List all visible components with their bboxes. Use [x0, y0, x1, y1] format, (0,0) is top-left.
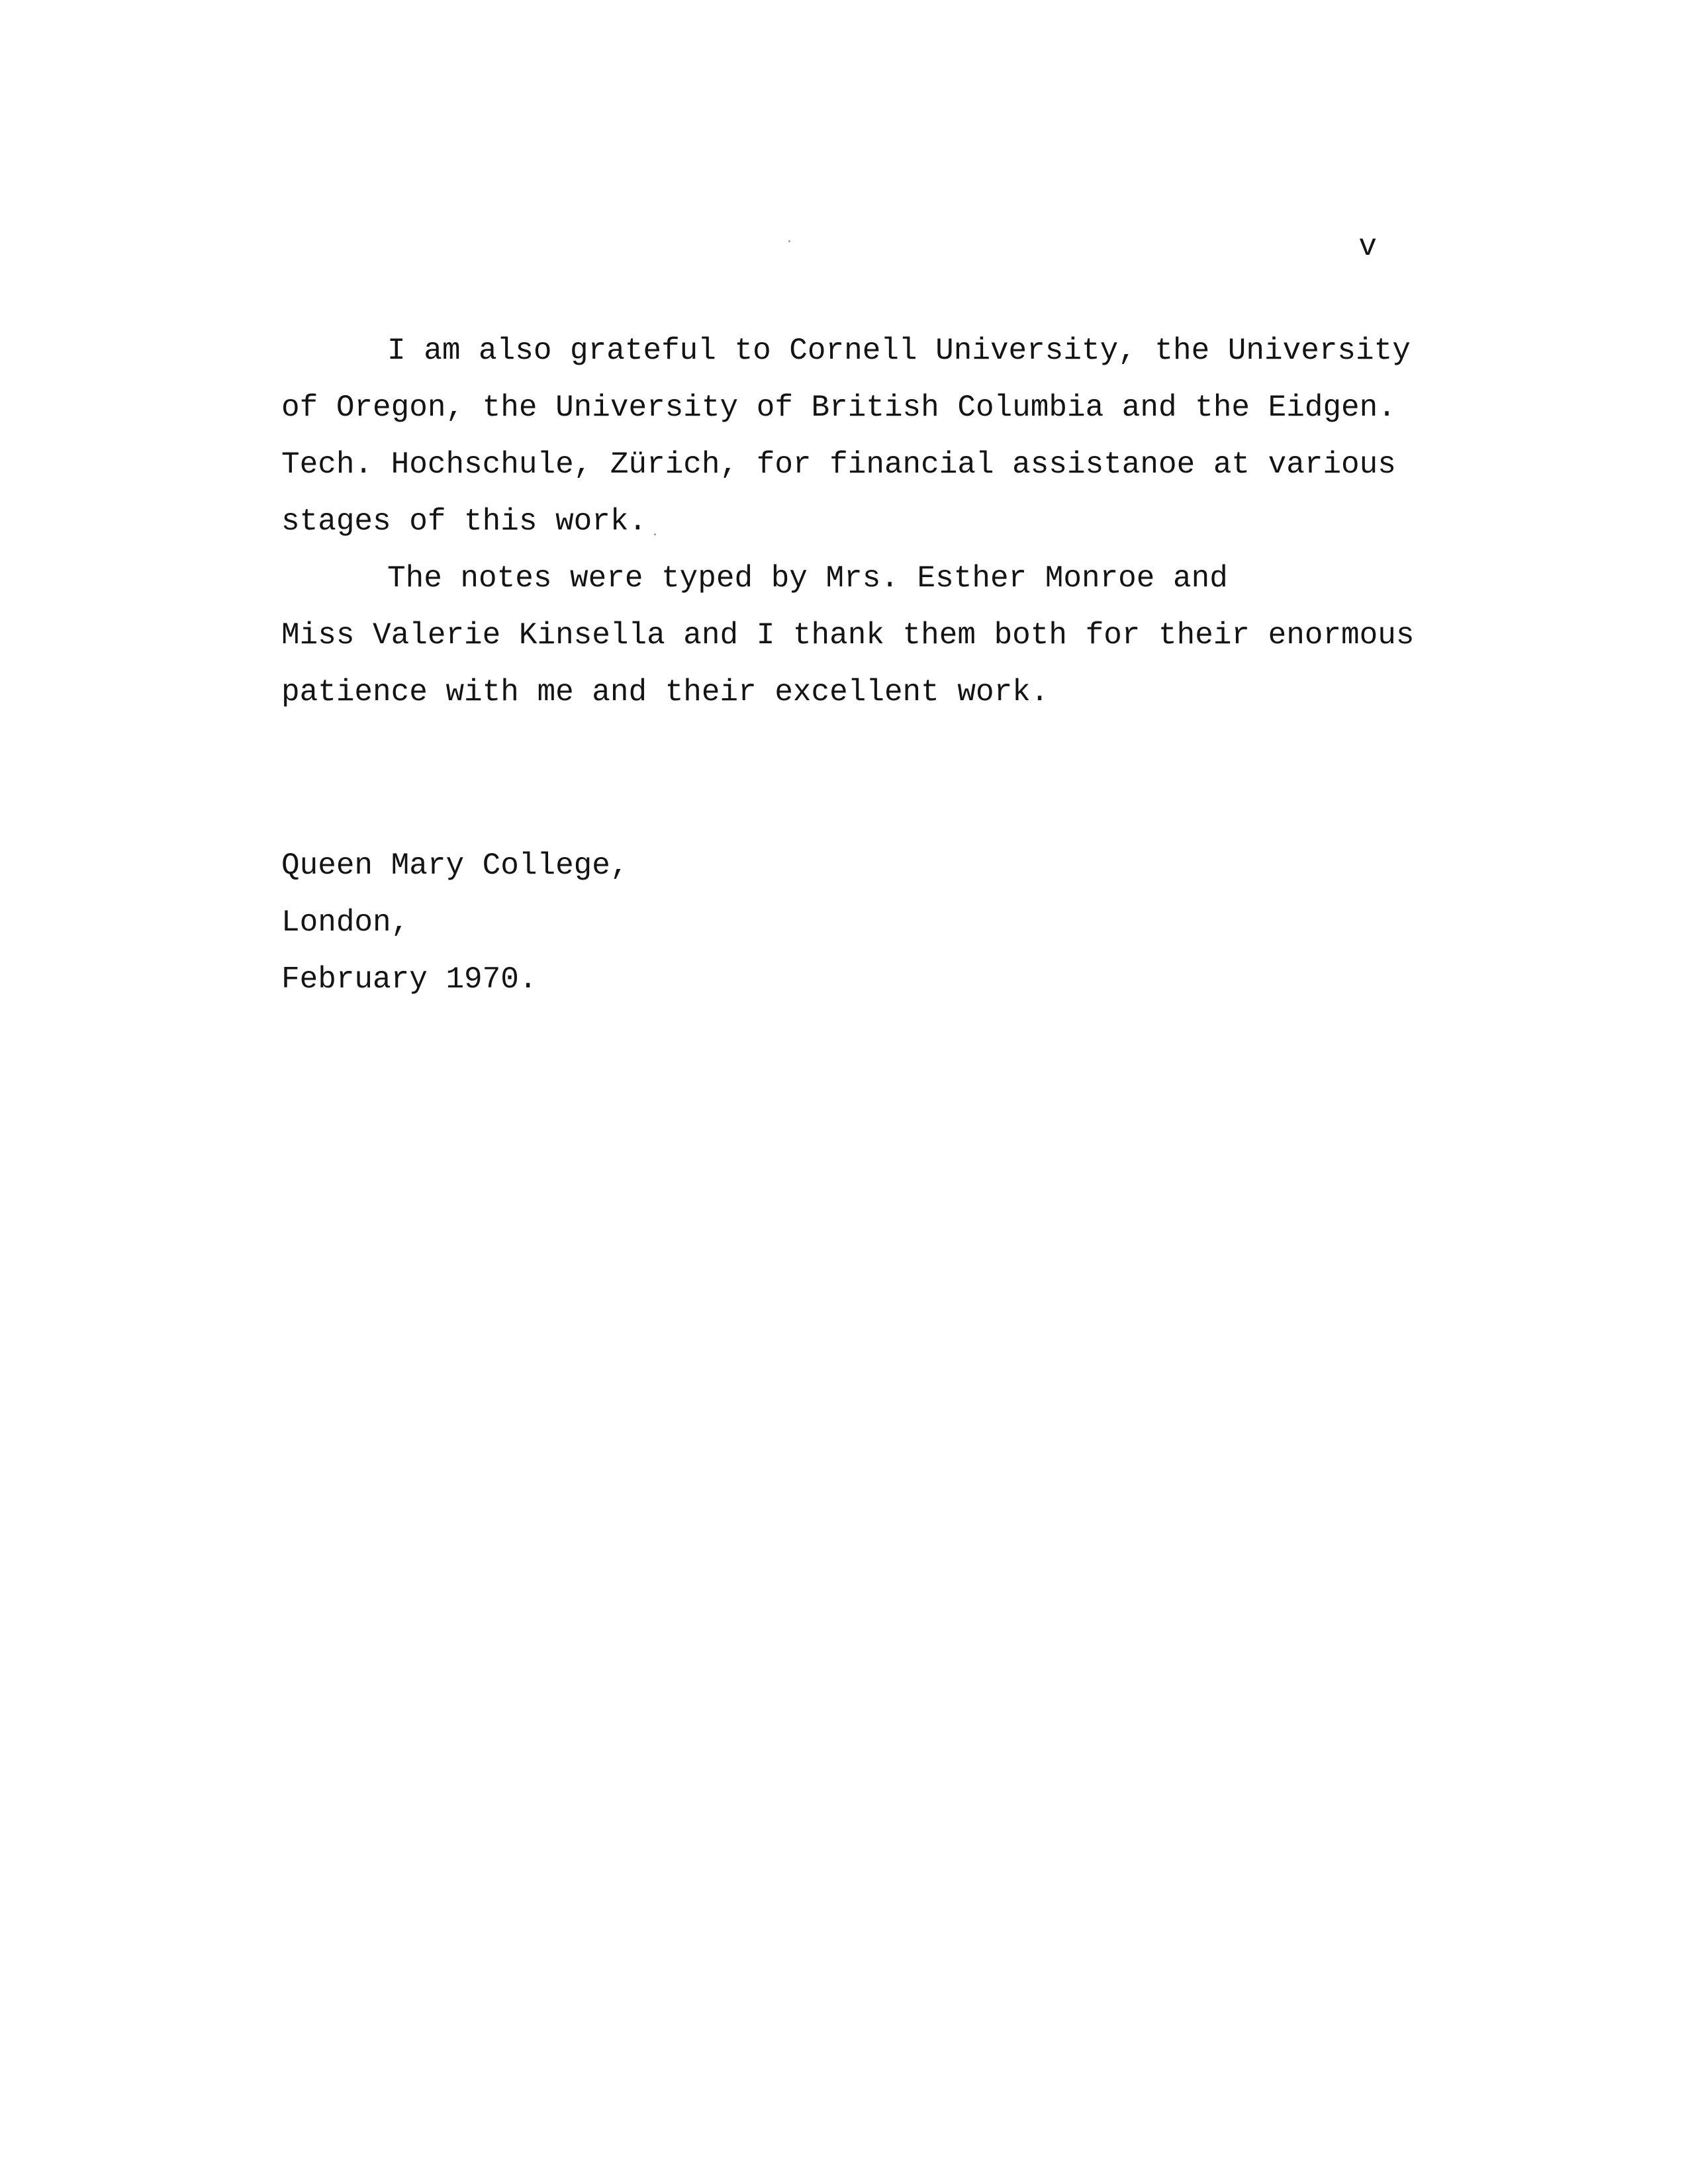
paragraph [281, 550, 1415, 721]
date: February 1970. [281, 962, 538, 997]
text-line: I am also grateful to Cornell University, the University [387, 334, 1411, 368]
text-line: patience with me and their excellent work. [281, 675, 1049, 709]
city: London, [281, 905, 410, 940]
signature-block [281, 837, 1076, 1008]
page-number: v [1358, 230, 1377, 264]
paragraph [281, 322, 1411, 550]
body-text [281, 322, 1415, 721]
text-line: of Oregon, the University of British Columbia and the Eidgen. [281, 390, 1396, 425]
institution: Queen Mary College, [281, 848, 629, 883]
text-line: stages of this work. [281, 504, 647, 539]
text-line: Miss Valerie Kinsella and I thank them both for their enormous [281, 618, 1415, 653]
paper-speck [788, 240, 790, 242]
text-line: Tech. Hochschule, Zürich, for financial assistanoe at various [281, 447, 1396, 482]
text-line: The notes were typed by Mrs. Esther Monroe and [387, 561, 1228, 596]
